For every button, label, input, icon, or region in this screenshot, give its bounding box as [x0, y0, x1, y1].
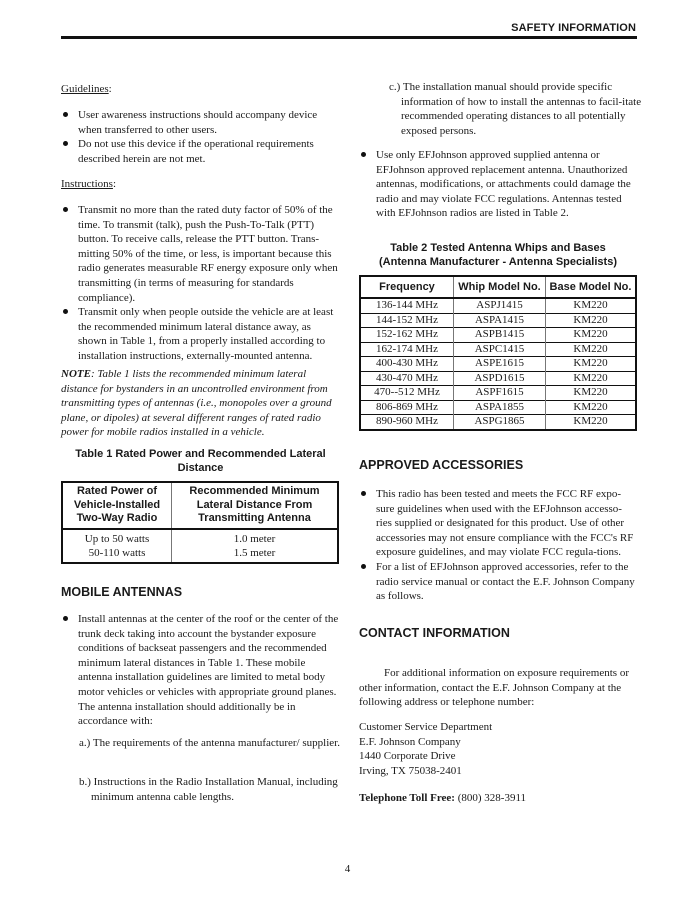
table-cell: KM220 [546, 313, 637, 328]
table-cell: 1.0 meter [172, 529, 339, 546]
table-cell: ASPA1415 [454, 313, 546, 328]
table-cell: KM220 [546, 328, 637, 343]
antenna-list [359, 148, 637, 221]
table-cell: 806-869 MHz [360, 400, 454, 415]
table-row [360, 415, 636, 430]
table-cell: ASPG1865 [454, 415, 546, 430]
table-row [360, 342, 636, 357]
contact-information-heading: CONTACT INFORMATION [359, 626, 510, 640]
guidelines-list [61, 108, 340, 166]
table-cell: KM220 [546, 415, 637, 430]
list-item: Install antennas at the center of the roof or the center of the trunk deck taking into account the bystander exposure conditions of backseat passengers and the recommended minimum lateral distances in Table 1. These mobile antenna installation guidelines are limited to metal body motor vehicles or vehicles with appropriate ground planes. The antenna installation should additionally be in accordance with: [61, 612, 340, 729]
table-header: Frequency [360, 276, 454, 298]
page-number: 4 [344, 863, 351, 875]
table1 [61, 481, 339, 564]
approved-accessories-heading: APPROVED ACCESSORIES [359, 458, 524, 472]
table-cell: ASPC1415 [454, 342, 546, 357]
table2 [359, 275, 637, 431]
table-header: Base Model No. [546, 276, 637, 298]
accessories-list [359, 487, 637, 604]
list-item: Transmit no more than the rated duty factor of 50% of the time. To transmit (talk), push the Push-To-Talk (PTT) button. To receive calls, release the PTT button. Trans-mitting 50% of the time, or less, is important because this radio generates measurable RF energy exposure only when transmitting (in terms of measuring for standards compliance). [61, 203, 340, 305]
table-cell: KM220 [546, 298, 637, 313]
table-cell: 890-960 MHz [360, 415, 454, 430]
table-header: Rated Power of Vehicle-Installed Two-Way Radio [62, 482, 172, 529]
table-row [360, 371, 636, 386]
table-cell: Up to 50 watts [84, 532, 150, 545]
table-cell: 162-174 MHz [360, 342, 454, 357]
phone-label: Telephone Toll Free: [359, 792, 455, 804]
contact-intro: For additional information on exposure requirements or other information, contact the E.F. Johnson Company at the following address or telephone number: [359, 667, 629, 709]
table-cell: KM220 [546, 357, 637, 372]
table1-caption: Table 1 Rated Power and Recommended Lateral Distance [75, 448, 326, 474]
table-cell: KM220 [546, 371, 637, 386]
table-cell: 152-162 MHz [360, 328, 454, 343]
table-cell: 400-430 MHz [360, 357, 454, 372]
table-cell: 50-110 watts [88, 546, 146, 559]
table-row [360, 386, 636, 401]
table-cell: KM220 [546, 400, 637, 415]
page-header-title: SAFETY INFORMATION [511, 22, 636, 34]
list-item: For a list of EFJohnson approved accessories, refer to the radio service manual or contact the E.F. Johnson Company as follows. [359, 560, 637, 604]
table-cell: 470--512 MHz [360, 386, 454, 401]
list-item: Transmit only when people outside the vehicle are at least the recommended minimum lateral distance away, as shown in Table 1, from a properly installed according to installation instructions, externally-mounted antenna. [61, 305, 340, 363]
instructions-list [61, 203, 340, 364]
contact-address [359, 720, 492, 778]
table-cell: ASPA1855 [454, 400, 546, 415]
list-item: User awareness instructions should accompany device when transferred to other users. [61, 108, 340, 137]
table-row [62, 546, 338, 563]
list-item: This radio has been tested and meets the FCC RF expo-sure guidelines when used with the EFJohnson accesso-ries supplied or designated for this product. Use of other accessories may not ensure compliance with the FCC's RF exposure guidelines, and may violate FCC regula-tions. [359, 487, 637, 560]
requirement-c: c.) The installation manual should provide specific information of how to install the antennas to facil-itate recommended operating distances to all potentially exposed persons. [389, 81, 642, 137]
table-cell: ASPB1415 [454, 328, 546, 343]
phone-number: (800) 328-3911 [454, 792, 527, 804]
table-row [360, 357, 636, 372]
list-item: Use only EFJohnson approved supplied antenna or EFJohnson approved replacement antenna. Unauthorized antennas, modifications, or attachments could damage the radio and may violate FCC regulations. Antennas tested with EFJohnson radios are listed in Table 2. [359, 148, 637, 221]
table-cell: ASPJ1415 [454, 298, 546, 313]
table-row [62, 529, 338, 546]
table-cell: 144-152 MHz [360, 313, 454, 328]
table-header: Whip Model No. [454, 276, 546, 298]
requirement-b: b.) Instructions in the Radio Installation Manual, including minimum antenna cable lengths. [79, 776, 338, 803]
table-cell: ASPD1615 [454, 371, 546, 386]
table-cell: 430-470 MHz [360, 371, 454, 386]
table2-caption: Table 2 Tested Antenna Whips and Bases (Antenna Manufacturer - Antenna Specialists) [379, 242, 617, 268]
address-line: 1440 Corporate Drive [359, 750, 456, 763]
table-cell: 1.5 meter [172, 546, 339, 563]
table-row [360, 298, 636, 313]
contact-phone [359, 791, 526, 806]
address-line: Customer Service Department [359, 721, 493, 733]
table-row [360, 400, 636, 415]
table-cell: ASPE1615 [454, 357, 546, 372]
table-cell: KM220 [546, 386, 637, 401]
mobile-antennas-heading: MOBILE ANTENNAS [61, 585, 183, 599]
guidelines-heading: Guidelines: [61, 83, 112, 95]
note-paragraph: NOTE: Table 1 lists the recommended minimum lateral distance for bystanders in an uncontrolled environment from transmitting types of antennas (i.e., monopoles over a ground plane, or dipoles) at several different ranges of rated radio power for mobile radios installed in a vehicle. [61, 368, 332, 439]
header-rule [61, 36, 637, 39]
list-item: Do not use this device if the operational requirements described herein are not met. [61, 137, 340, 166]
mobile-antennas-list [61, 612, 340, 729]
address-line: Irving, TX 75038-2401 [359, 764, 462, 777]
table-cell: KM220 [546, 342, 637, 357]
table-row [360, 328, 636, 343]
table-row [360, 313, 636, 328]
instructions-heading: Instructions: [61, 178, 117, 190]
table-header: Recommended Minimum Lateral Distance From Transmitting Antenna [172, 482, 339, 529]
table-cell: 136-144 MHz [375, 299, 439, 311]
requirement-a: a.) The requirements of the antenna manufacturer/ supplier. [79, 737, 340, 749]
table-cell: ASPF1615 [454, 386, 546, 401]
address-line: E.F. Johnson Company [359, 735, 461, 748]
